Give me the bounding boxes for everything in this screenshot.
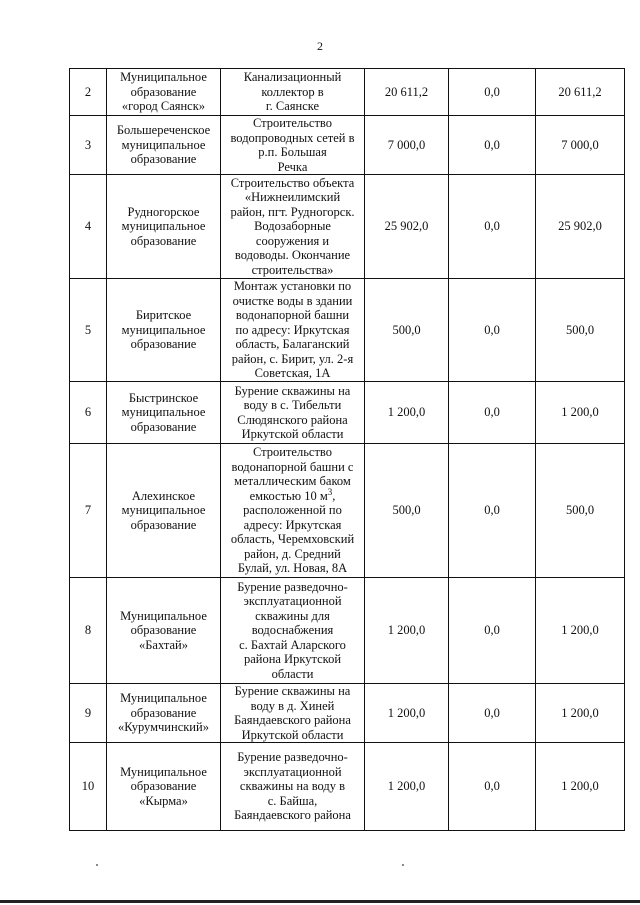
- amount-total: 25 902,0: [365, 175, 449, 279]
- amount-total: 1 200,0: [365, 684, 449, 743]
- object-description: Бурение скважины на воду в д. Хиней Баяндаевского района Иркутской области: [221, 684, 365, 743]
- amount-third: 1 200,0: [536, 578, 625, 684]
- table-row: [70, 116, 625, 175]
- table-row: [70, 279, 625, 382]
- scan-speck: [402, 864, 404, 866]
- funding-table: [69, 68, 625, 831]
- amount-total: 500,0: [365, 279, 449, 382]
- amount-second: 0,0: [449, 116, 536, 175]
- row-number: 8: [70, 578, 107, 684]
- municipality-name: Муниципальное образование «город Саянск»: [107, 69, 221, 116]
- scan-bottom-edge: [0, 900, 640, 903]
- table-row: [70, 382, 625, 444]
- table-row: [70, 578, 625, 684]
- amount-total: 20 611,2: [365, 69, 449, 116]
- amount-total: 1 200,0: [365, 743, 449, 831]
- unit-exponent: 3: [327, 486, 333, 497]
- amount-third: 1 200,0: [536, 684, 625, 743]
- object-description: Строительство водопроводных сетей в р.п. Большая Речка: [221, 116, 365, 175]
- amount-third: 1 200,0: [536, 382, 625, 444]
- row-number: 3: [70, 116, 107, 175]
- amount-second: 0,0: [449, 444, 536, 578]
- row-number: 7: [70, 444, 107, 578]
- amount-third: 25 902,0: [536, 175, 625, 279]
- municipality-name: Рудногорское муниципальное образование: [107, 175, 221, 279]
- municipality-name: Биритское муниципальное образование: [107, 279, 221, 382]
- municipality-name: Муниципальное образование «Бахтай»: [107, 578, 221, 684]
- table-row: [70, 175, 625, 279]
- municipality-name: Алехинское муниципальное образование: [107, 444, 221, 578]
- scan-speck: [96, 864, 98, 866]
- object-description: Бурение разведочно- эксплуатационной скважины на воду в с. Байша, Баяндаевского района: [221, 743, 365, 831]
- amount-third: 500,0: [536, 279, 625, 382]
- object-description: Строительство объекта «Нижнеилимский район, пгт. Рудногорск. Водозаборные сооружения и водоводы. Окончание строительства»: [221, 175, 365, 279]
- amount-second: 0,0: [449, 684, 536, 743]
- object-description: [221, 444, 365, 578]
- amount-second: 0,0: [449, 578, 536, 684]
- municipality-name: Быстринское муниципальное образование: [107, 382, 221, 444]
- amount-second: 0,0: [449, 382, 536, 444]
- amount-second: 0,0: [449, 743, 536, 831]
- municipality-name: Большереченское муниципальное образование: [107, 116, 221, 175]
- table-row: [70, 743, 625, 831]
- row-number: 2: [70, 69, 107, 116]
- row-number: 6: [70, 382, 107, 444]
- amount-total: 500,0: [365, 444, 449, 578]
- row-number: 9: [70, 684, 107, 743]
- table-row: [70, 684, 625, 743]
- amount-second: 0,0: [449, 69, 536, 116]
- municipality-name: Муниципальное образование «Кырма»: [107, 743, 221, 831]
- object-description: Канализационный коллектор в г. Саянске: [221, 69, 365, 116]
- amount-third: 500,0: [536, 444, 625, 578]
- municipality-name: Муниципальное образование «Курумчинский»: [107, 684, 221, 743]
- page-number: 2: [317, 39, 323, 53]
- amount-third: 1 200,0: [536, 743, 625, 831]
- amount-second: 0,0: [449, 175, 536, 279]
- amount-third: 7 000,0: [536, 116, 625, 175]
- object-description: Бурение скважины на воду в с. Тибельти Слюдянского района Иркутской области: [221, 382, 365, 444]
- amount-total: 7 000,0: [365, 116, 449, 175]
- object-description: Монтаж установки по очистке воды в здании водонапорной башни по адресу: Иркутская область, Балаганский район, с. Бирит, ул. 2-я Советская, 1А: [221, 279, 365, 382]
- table-row: [70, 444, 625, 578]
- object-description-part: , расположенной по адресу: Иркутская область, Черемховский район, д. Средний Булай, ул. Новая, 8А: [230, 488, 355, 576]
- amount-total: 1 200,0: [365, 382, 449, 444]
- object-description: Бурение разведочно- эксплуатационной скважины для водоснабжения с. Бахтай Аларского района Иркутской области: [221, 578, 365, 684]
- amount-third: 20 611,2: [536, 69, 625, 116]
- table-row: [70, 69, 625, 116]
- amount-second: 0,0: [449, 279, 536, 382]
- row-number: 5: [70, 279, 107, 382]
- row-number: 4: [70, 175, 107, 279]
- amount-total: 1 200,0: [365, 578, 449, 684]
- row-number: 10: [70, 743, 107, 831]
- object-description-part: Строительство водонапорной башни с металлическим баком емкостью 10 м: [231, 445, 354, 503]
